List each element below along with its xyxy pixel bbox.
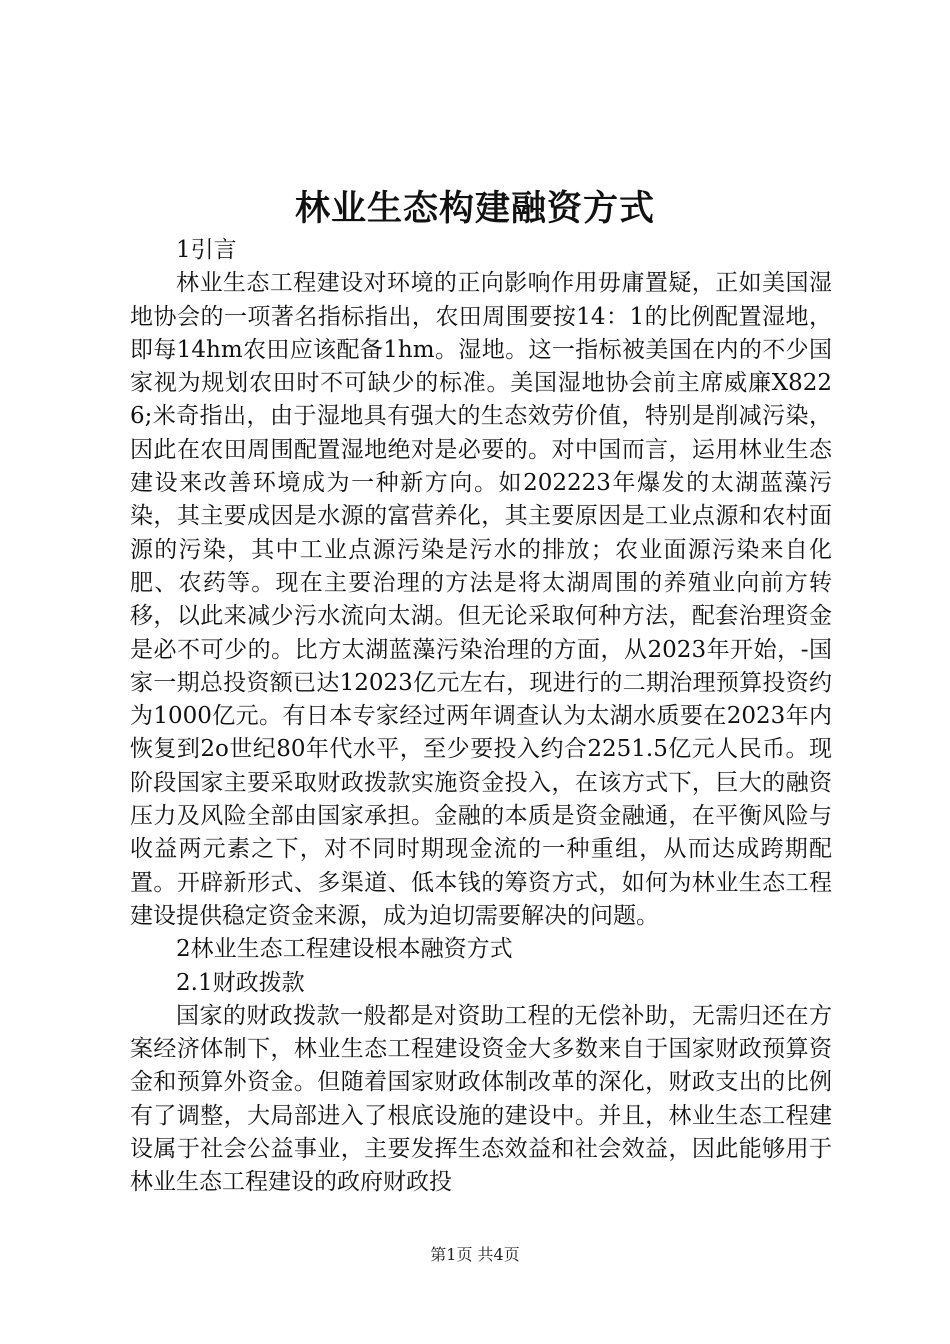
section-heading-introduction: 1引言 xyxy=(176,237,237,263)
body-paragraph: 国家的财政拨款一般都是对资助工程的无偿补助，无需归还在方案经济体制下，林业生态工程建设资金大多数来自于国家财政预算资金和预算外资金。但随着国家财政体制改革的深化，财政支出的比例有了调整，大局部进入了根底设施的建设中。并且，林业生态工程建设属于社会公益事业，主要发挥生态效益和社会效益，因此能够用于林业生态工程建设的政府财政投 xyxy=(130,1002,832,1196)
document-title: 林业生态构建融资方式 xyxy=(294,189,655,229)
section-heading-financing-methods: 2林业生态工程建设根本融资方式 xyxy=(176,936,513,963)
document-body xyxy=(130,234,832,1200)
subsection-heading-fiscal-appropriation: 2.1财政拨款 xyxy=(176,969,305,996)
page-footer: 第1页 共4页 xyxy=(430,1245,520,1264)
body-paragraph: 林业生态工程建设对环境的正向影响作用毋庸置疑，正如美国湿地协会的一项著名指标指出，农田周围要按14：1的比例配置湿地，即每14hm农田应该配备1hm。湿地。这一指标被美国在内的不少国家视为规划农田时不可缺少的标准。美国湿地协会前主席威廉X8226;米奇指出，由于湿地具有强大的生态效劳价值，特别是削减污染，因此在农田周围配置湿地绝对是必要的。对中国而言，运用林业生态建设来改善环境成为一种新方向。如202223年爆发的太湖蓝藻污染，其主要成因是水源的富营养化，其主要原因是工业点源和农村面源的污染，其中工业点源污染是污水的排放；农业面源污染来自化肥、农药等。现在主要治理的方法是将太湖周围的养殖业向前方转移，以此来减少污水流向太湖。但无论采取何种方法，配套治理资金是必不可少的。比方太湖蓝藻污染治理的方面，从2023年开始，-国家一期总投资额已达12023亿元左右，现进行的二期治理预算投资约为1000亿元。有日本专家经过两年调查认为太湖水质要在2023年内恢复到2o世纪80年代水平，至少要投入约合2251.5亿元人民币。现阶段国家主要采取财政拨款实施资金投入，在该方式下，巨大的融资压力及风险全部由国家承担。金融的本质是资金融通，在平衡风险与收益两元素之下，对不同时期现金流的一种重组，从而达成跨期配置。开辟新形式、多渠道、低本钱的筹资方式，如何为林业生态工程建设提供稳定资金来源，成为迫切需要解决的问题。 xyxy=(130,270,832,929)
